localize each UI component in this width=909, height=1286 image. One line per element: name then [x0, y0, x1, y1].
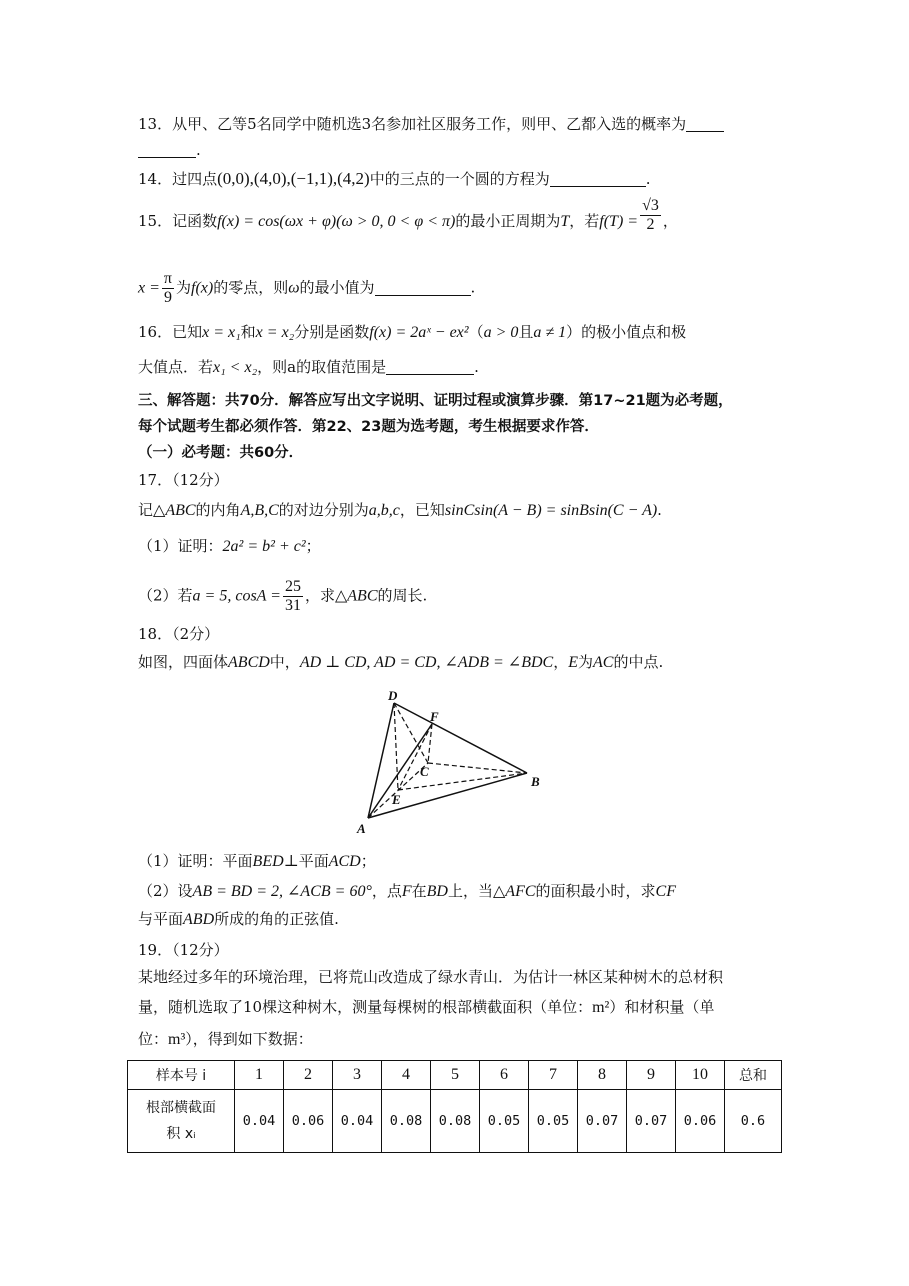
value-cell: 0.06 — [284, 1090, 333, 1153]
q18-p1-end: ； — [360, 852, 376, 870]
q17-p1-end: ； — [305, 537, 321, 555]
q18-p1-pre: （1）证明：平面 — [138, 852, 253, 870]
q15-text2: 的零点，则 — [213, 278, 289, 297]
q15-fT: f(T) = — [599, 213, 639, 230]
value-cell: 0.04 — [333, 1090, 382, 1153]
q19-head: 19．（12分） — [138, 941, 229, 959]
q17-p2-den: 31 — [284, 597, 301, 614]
q14-post: 中的三点的一个圆的方程为 — [369, 170, 550, 188]
label-B: B — [531, 774, 540, 789]
q14-line — [138, 168, 651, 190]
sample-cell: 7 — [529, 1061, 578, 1090]
table-row — [128, 1090, 782, 1153]
q17-stem — [138, 499, 662, 522]
q18-part2 — [138, 880, 676, 903]
label-A: A — [357, 821, 366, 835]
table-row — [128, 1061, 782, 1090]
q19-line3-pre: 位： — [138, 1030, 169, 1048]
q17-p1-pre: （1）证明： — [138, 537, 223, 555]
q15-x: x = — [138, 279, 160, 297]
q15-wei: 为 — [175, 278, 191, 297]
value-cell: 0.07 — [627, 1090, 676, 1153]
q15-x-fraction — [162, 270, 174, 307]
area-label-a: 根部横截面 — [146, 1100, 216, 1116]
q18-tet: ABCD — [228, 654, 270, 671]
sample-cell: 9 — [627, 1061, 676, 1090]
q17-head: 17．（12分） — [138, 471, 229, 489]
q17-p2-eq: a = 5, cosA = — [192, 587, 281, 605]
q18-head: 18．（2分） — [138, 625, 220, 643]
q19-line2-post: ）和材积量（单 — [609, 998, 715, 1016]
q15-func: f(x) = cos(ωx + φ)(ω > 0, 0 < φ < π) — [217, 213, 456, 230]
value-cell: 0.04 — [235, 1090, 284, 1153]
sample-label-cell: 样本号 i — [128, 1061, 235, 1090]
q18-p2-pre: （2）设 — [138, 882, 193, 900]
q18-stem — [138, 651, 663, 674]
q18-p1-bed: BED — [252, 853, 284, 870]
q17-part2 — [138, 578, 427, 615]
q15-line1 — [138, 196, 678, 234]
label-D: D — [388, 690, 398, 703]
q19-unit2: m³ — [168, 1031, 186, 1048]
q18-part1 — [138, 850, 376, 873]
q13-end: . — [196, 141, 201, 159]
q17-p2-tri: △ABC — [334, 587, 378, 605]
sample-cell: 5 — [431, 1061, 480, 1090]
q17-stem-mid2: 的对边分别为 — [278, 501, 369, 519]
area-label-cell — [128, 1090, 235, 1153]
q16-line1 — [138, 321, 686, 344]
section3-line1: 三、解答题：共70分．解答应写出文字说明、证明过程或演算步骤．第17~21题为必考题， — [138, 393, 733, 409]
q18-p2-mid: ，点 — [371, 882, 402, 900]
q16-x2: x = x₂ — [255, 324, 295, 341]
q15-fraction — [640, 197, 661, 234]
q18-p2-end: 所成的角的正弦值. — [214, 910, 339, 928]
q17-p2-pre: （2）若 — [138, 586, 193, 605]
q14-end: . — [645, 170, 651, 188]
q16-blank — [386, 358, 474, 375]
q16-cond-math2: a ≠ 1 — [533, 324, 567, 341]
q18-AC: AC — [593, 654, 614, 671]
q18-stem-pre: 如图，四面体 — [138, 653, 229, 671]
q15-blank — [375, 279, 471, 296]
value-cell: 0.07 — [578, 1090, 627, 1153]
q19-line1: 某地经过多年的环境治理，已将荒山改造成了绿水青山．为估计一林区某种树木的总材积 — [138, 968, 724, 986]
q18-p2-mid2: 在 — [411, 882, 427, 900]
sample-cell: 2 — [284, 1061, 333, 1090]
q19-line3 — [138, 1028, 313, 1051]
q18-p2-tri: △AFC — [493, 883, 536, 900]
section3-line3: （一）必考题：共60分． — [138, 445, 304, 461]
q15-frac-num: √3 — [642, 196, 659, 214]
q19-data-table — [127, 1060, 782, 1153]
q15-end: . — [470, 278, 476, 297]
q18-cond: AD ⊥ CD, AD = CD, ∠ADB = ∠BDC — [299, 654, 554, 671]
q16-cond-and: 且 — [518, 323, 534, 341]
q18-stem-mid2: ， — [553, 653, 569, 671]
area-label-b: 积 xᵢ — [166, 1126, 196, 1142]
q19-line2-pre: 量，随机选取了10棵这种树木，测量每棵树的根部横截面积（单位： — [138, 998, 593, 1016]
q15-pre: 15．记函数 — [138, 212, 218, 230]
q15-frac-den: 2 — [646, 215, 655, 233]
value-cell: 0.05 — [529, 1090, 578, 1153]
q16-end: . — [474, 358, 479, 376]
q18-stem-mid: 中， — [269, 653, 300, 671]
q15-omega: ω — [288, 279, 300, 297]
q17-sides: a,b,c — [368, 502, 400, 519]
q15-T: T — [560, 213, 570, 230]
label-C: C — [420, 764, 429, 779]
q18-stem-end: 的中点. — [613, 653, 664, 671]
sample-cell: 1 — [235, 1061, 284, 1090]
q17-stem-mid3: ，已知 — [399, 501, 445, 519]
q18-p2-line2: 与平面 — [138, 910, 184, 928]
section3-line2: 每个试题考生都必须作答．第22、23题为选考题，考生根据要求作答． — [138, 419, 599, 435]
q17-stem-mid: 的内角 — [195, 501, 241, 519]
q16-cond-math: a > 0 — [483, 324, 519, 341]
q16-mid: 分别是函数 — [294, 323, 370, 341]
q17-eq: sinCsin(A − B) = sinBsin(C − A) — [444, 502, 658, 519]
q15-fx: f(x) — [191, 279, 214, 297]
q16-cond-end: ）的极小值点和极 — [566, 323, 687, 341]
sample-cell: 8 — [578, 1061, 627, 1090]
q15-x-den: 9 — [163, 289, 172, 306]
q18-p2-abd: ABD — [183, 911, 215, 928]
edge-DA — [368, 703, 394, 818]
q13-line2 — [138, 139, 201, 161]
q19-line3-post: ），得到如下数据： — [185, 1030, 313, 1048]
q14-pre: 14．过四点 — [138, 170, 218, 188]
q13-blank-b — [138, 141, 196, 158]
q18-p2-eq: AB = BD = 2, ∠ACB = 60° — [192, 883, 372, 900]
sample-cell: 3 — [333, 1061, 382, 1090]
q19-unit1: m² — [592, 999, 610, 1016]
q17-p2-num: 25 — [284, 578, 301, 595]
q16-pre: 16．已知 — [138, 323, 203, 341]
q16-line2-pre: 大值点．若 — [138, 358, 214, 376]
q16-func: f(x) = 2aˣ − ex² — [369, 324, 469, 341]
edge-EB — [398, 773, 527, 790]
q18-part2-line2 — [138, 908, 339, 931]
q19-line2 — [138, 996, 714, 1019]
q13-line1 — [138, 113, 724, 135]
q15-end-text: 的最小值为 — [299, 278, 375, 297]
q17-p2-fraction — [283, 578, 303, 615]
q16-cond: （ — [468, 323, 484, 341]
q14-points: (0,0),(4,0),(−1,1),(4,2) — [217, 169, 370, 188]
q18-E: E — [568, 654, 578, 671]
q17-stem-pre: 记 — [138, 501, 154, 519]
value-cell: 0.06 — [676, 1090, 725, 1153]
q16-x1: x = x₁ — [202, 324, 241, 341]
q13-blank-a — [686, 115, 724, 132]
sample-cell: 4 — [382, 1061, 431, 1090]
sample-cell: 10 — [676, 1061, 725, 1090]
q17-p1-eq: 2a² = b² + c² — [222, 538, 306, 555]
q17-stem-end: . — [657, 501, 662, 519]
q17-part1 — [138, 535, 321, 558]
q16-and: 和 — [240, 323, 256, 341]
q15-mid2: ，若 — [569, 212, 600, 230]
sum-cell: 0.6 — [725, 1090, 782, 1153]
q18-stem-mid3: 为 — [577, 653, 593, 671]
sum-label-cell: 总和 — [725, 1061, 782, 1090]
q15-x-num: π — [163, 270, 172, 287]
q18-p2-CF: CF — [655, 883, 676, 900]
q18-p1-mid: 平面 — [298, 852, 329, 870]
value-cell: 0.05 — [480, 1090, 529, 1153]
q18-p1-perp: ⊥ — [283, 853, 299, 870]
label-E: E — [392, 792, 401, 807]
q18-p2-mid4: 的面积最小时，求 — [535, 882, 656, 900]
q17-triangle: △ABC — [153, 502, 196, 519]
q15-line2 — [138, 270, 475, 307]
sample-cell: 6 — [480, 1061, 529, 1090]
label-F: F — [430, 709, 439, 724]
q17-angles: A,B,C — [240, 502, 279, 519]
q17-p2-end: 的周长. — [377, 586, 428, 605]
q16-line2 — [138, 356, 479, 379]
q16-line2-math: x₁ < x₂ — [213, 359, 258, 376]
q18-p2-mid3: 上，当 — [447, 882, 493, 900]
q18-p2-F: F — [401, 883, 412, 900]
q15-mid: 的最小正周期为 — [455, 212, 561, 230]
q13-text: 13．从甲、乙等5名同学中随机选3名参加社区服务工作，则甲、乙都入选的概率为 — [138, 115, 687, 133]
q18-p1-acd: ACD — [328, 853, 361, 870]
q14-blank — [550, 170, 646, 187]
edge-FE — [398, 724, 432, 790]
q16-line2-post: ，则a的取值范围是 — [257, 358, 387, 376]
q15-comma: ， — [662, 212, 678, 230]
q18-p2-BD: BD — [426, 883, 448, 900]
tetrahedron-figure — [350, 690, 550, 835]
value-cell: 0.08 — [431, 1090, 480, 1153]
q17-p2-mid: ，求 — [304, 586, 335, 605]
value-cell: 0.08 — [382, 1090, 431, 1153]
